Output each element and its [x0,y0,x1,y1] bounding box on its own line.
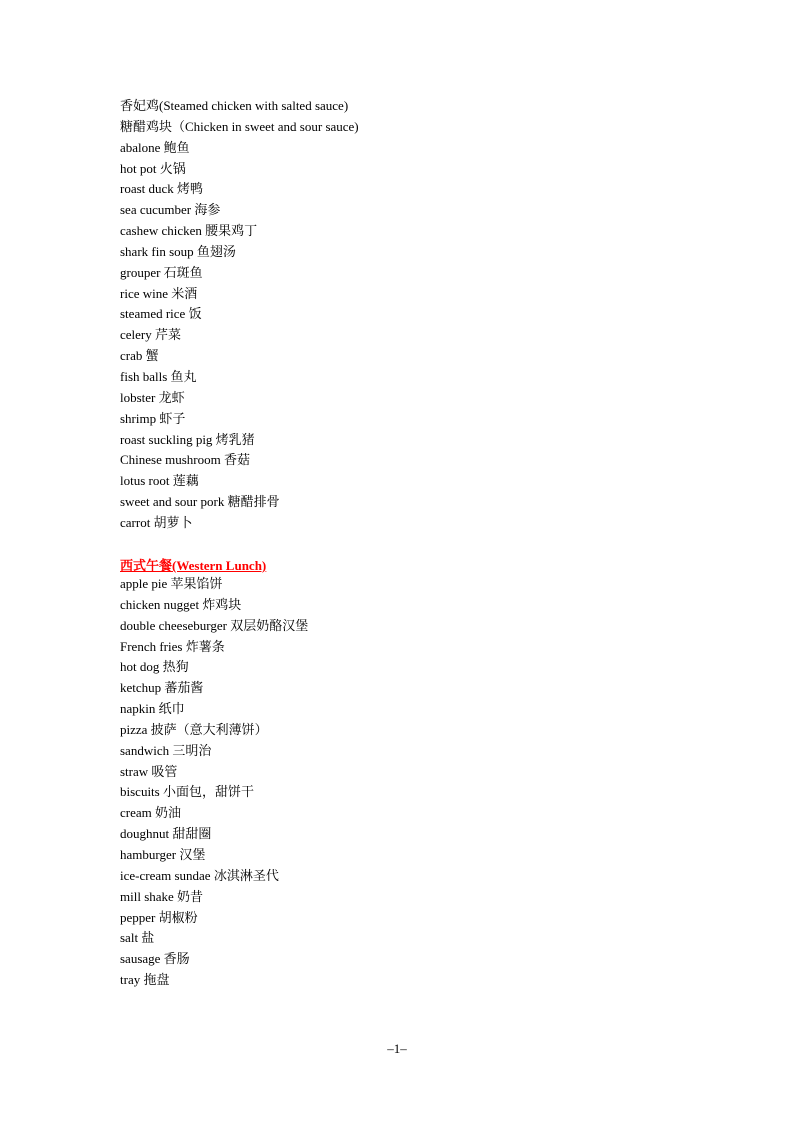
list-item: abalone 鲍鱼 [120,139,190,155]
list-item: steamed rice 饭 [120,306,202,322]
list-item: ice-cream sundae 冰淇淋圣代 [120,867,279,883]
list-item: sandwich 三明治 [120,742,212,758]
list-item: double cheeseburger 双层奶酪汉堡 [120,617,309,633]
list-item: fish balls 鱼丸 [120,368,197,384]
list-item: grouper 石斑鱼 [120,264,203,280]
section-heading-western-lunch: 西式午餐(Western Lunch) [120,558,267,573]
western-lunch-list [120,574,680,991]
list-item: sweet and sour pork 糖醋排骨 [120,494,280,510]
list-item: pizza 披萨（意大利薄饼） [120,721,268,737]
list-item: 糖醋鸡块（Chicken in sweet and sour sauce) [120,118,359,134]
list-item: roast duck 烤鸭 [120,181,204,197]
list-item: mill shake 奶昔 [120,888,204,904]
list-item: doughnut 甜甜圈 [120,826,212,842]
list-item: hot dog 热狗 [120,659,189,675]
list-item: crab 蟹 [120,348,159,364]
list-item: lobster 龙虾 [120,389,185,405]
list-item: shrimp 虾子 [120,410,186,426]
list-item: napkin 纸巾 [120,701,185,717]
list-item: apple pie 苹果馅饼 [120,576,223,591]
list-item: French fries 炸薯条 [120,638,225,654]
list-item: chicken nugget 炸鸡块 [120,596,242,612]
list-item: straw 吸管 [120,763,178,779]
list-item: 香妃鸡(Steamed chicken with salted sauce) [120,98,349,113]
list-item: shark fin soup 鱼翅汤 [120,243,236,259]
list-item: hot pot 火锅 [120,160,186,176]
list-item: rice wine 米酒 [120,285,198,301]
list-item: cashew chicken 腰果鸡丁 [120,223,258,239]
list-item: tray 拖盘 [120,972,170,988]
list-item: biscuits 小面包，甜饼干 [120,784,254,800]
list-item: lotus root 莲藕 [120,473,199,489]
list-item: cream 奶油 [120,805,182,821]
chinese-dish-list [120,96,680,534]
list-item: celery 芹菜 [120,327,182,343]
list-item: sausage 香肠 [120,951,190,967]
list-item: salt 盐 [120,930,155,946]
list-item: pepper 胡椒粉 [120,909,198,925]
list-item: ketchup 蕃茄酱 [120,680,204,696]
list-item: sea cucumber 海参 [120,202,221,218]
page-number: –1– [387,1041,407,1056]
list-item: Chinese mushroom 香菇 [120,452,250,468]
list-item: roast suckling pig 烤乳猪 [120,431,255,447]
list-item: carrot 胡萝卜 [120,514,193,530]
list-item: hamburger 汉堡 [120,846,206,862]
